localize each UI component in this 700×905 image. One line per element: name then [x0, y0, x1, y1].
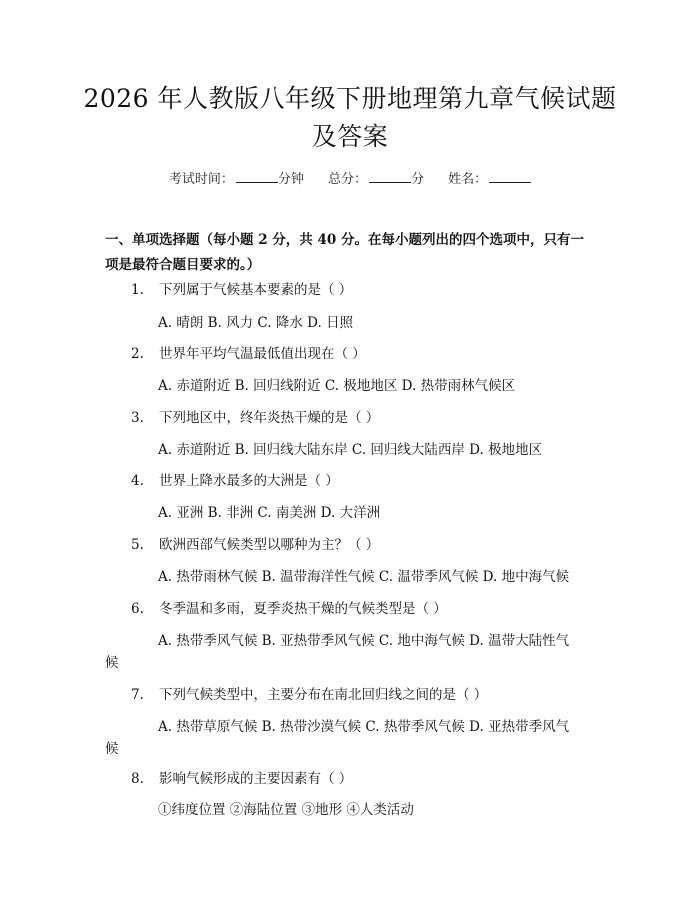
- question-number: 5.: [131, 537, 144, 553]
- question-number: 1.: [131, 282, 144, 298]
- question-stem: [131, 277, 352, 303]
- question-options-continued: 候: [105, 655, 119, 671]
- time-label: 考试时间：: [168, 172, 234, 187]
- question-text: 下列地区中，终年炎热干燥的是（ ）: [159, 410, 380, 426]
- question-number: 6.: [131, 601, 144, 617]
- time-unit: 分钟: [277, 172, 304, 187]
- question-text: 下列属于气候基本要素的是（ ）: [159, 282, 353, 298]
- score-label: 总分：: [327, 172, 367, 187]
- exam-meta: [0, 168, 700, 187]
- question-options: A. 晴朗 B. 风力 C. 降水 D. 日照: [158, 315, 354, 331]
- question-stem: [131, 682, 487, 708]
- question-options: A. 赤道附近 B. 回归线附近 C. 极地地区 D. 热带雨林气候区: [158, 378, 516, 394]
- question-stem: [131, 532, 379, 558]
- question-options: A. 热带雨林气候 B. 温带海洋性气候 C. 温带季风气候 D. 地中海气候: [158, 569, 570, 585]
- question-stem: [131, 468, 339, 494]
- question-options: ①纬度位置 ②海陆位置 ③地形 ④人类活动: [158, 802, 414, 818]
- question-stem: [131, 766, 352, 792]
- question-number: 8.: [131, 771, 144, 787]
- score-field: [328, 168, 424, 187]
- question-options: A. 热带季风气候 B. 亚热带季风气候 C. 地中海气候 D. 温带大陆性气: [158, 633, 570, 649]
- question-text: 下列气候类型中，主要分布在南北回归线之间的是（ ）: [159, 687, 488, 703]
- name-field: [448, 168, 531, 187]
- question-stem: [131, 596, 447, 622]
- question-number: 7.: [131, 687, 144, 703]
- name-label: 姓名：: [448, 172, 488, 187]
- question-text: 欧洲西部气候类型以哪种为主？（ ）: [159, 537, 380, 553]
- question-number: 4.: [131, 473, 144, 489]
- question-number: 2.: [131, 346, 144, 362]
- question-options: A. 亚洲 B. 非洲 C. 南美洲 D. 大洋洲: [158, 505, 381, 521]
- section-heading: 一、单项选择题（每小题 2 分，共 40 分。在每小题列出的四个选项中，只有一项是最符合题目要求的。）: [105, 232, 584, 273]
- question-text: 冬季温和多雨，夏季炎热干燥的气候类型是（ ）: [159, 601, 447, 617]
- question-text: 世界年平均气温最低值出现在（ ）: [159, 346, 366, 362]
- question-options: A. 热带草原气候 B. 热带沙漠气候 C. 热带季风气候 D. 亚热带季风气: [158, 719, 570, 735]
- question-stem: [131, 341, 366, 367]
- score-blank: [369, 170, 411, 183]
- question-options: A. 赤道附近 B. 回归线大陆东岸 C. 回归线大陆西岸 D. 极地地区: [158, 442, 543, 458]
- question-text: 影响气候形成的主要因素有（ ）: [159, 771, 353, 787]
- question-text: 世界上降水最多的大洲是（ ）: [159, 473, 339, 489]
- question-number: 3.: [131, 410, 144, 426]
- score-unit: 分: [411, 172, 425, 187]
- page-title: 2026 年人教版八年级下册地理第九章气候试题及答案: [83, 84, 617, 151]
- time-field: [169, 168, 304, 187]
- name-blank: [489, 170, 531, 183]
- question-stem: [131, 405, 379, 431]
- question-options-continued: 候: [105, 741, 119, 757]
- time-blank: [236, 170, 278, 183]
